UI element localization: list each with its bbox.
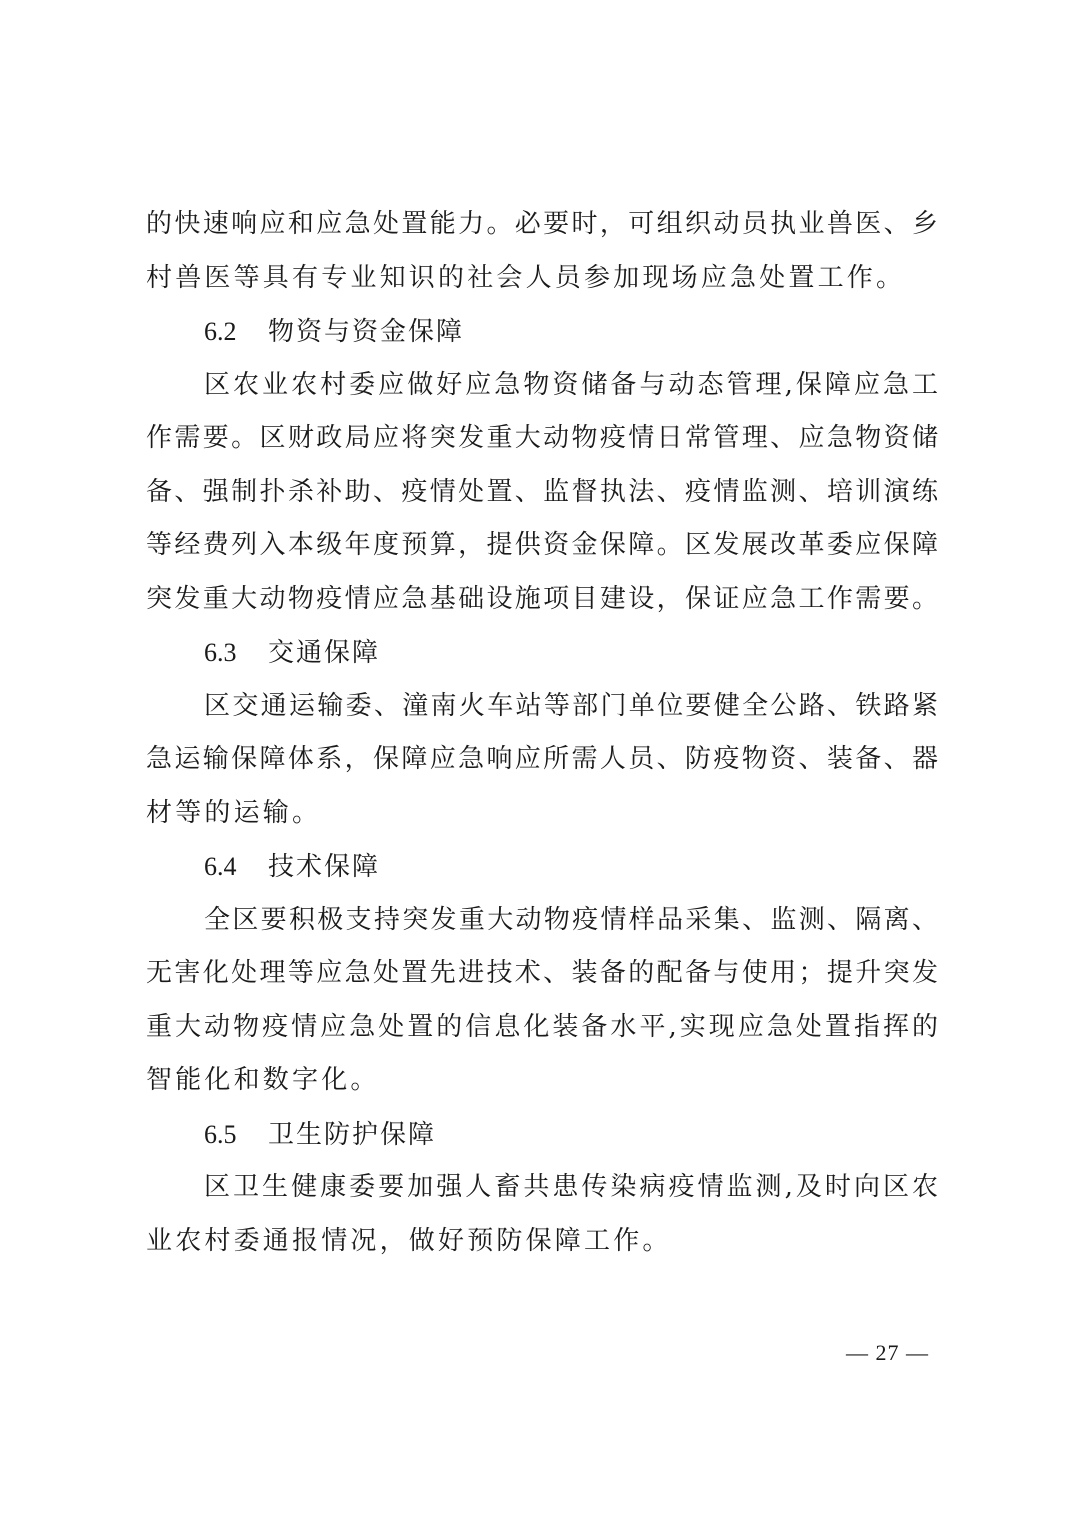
body-line: 等经费列入本级年度预算，提供资金保障。区发展改革委应保障 — [146, 530, 938, 560]
body-line: 村兽医等具有专业知识的社会人员参加现场应急处置工作。 — [146, 262, 906, 293]
section-heading-6-2 — [146, 305, 938, 359]
body-line: 全区要积极支持突发重大动物疫情样品采集、监测、隔离、 — [204, 904, 938, 935]
section-number: 6.5 — [204, 1119, 237, 1149]
body-line: 突发重大动物疫情应急基础设施项目建设，保证应急工作需要。 — [146, 583, 938, 614]
body-line: 智能化和数字化。 — [146, 1065, 380, 1095]
body-line: 区农业农村委应做好应急物资储备与动态管理,保障应急工 — [204, 369, 938, 400]
body-line: 区交通运输委、潼南火车站等部门单位要健全公路、铁路紧 — [204, 690, 938, 721]
body-line: 材等的运输。 — [146, 797, 322, 828]
section-number: 6.4 — [204, 852, 237, 881]
body-line: 区卫生健康委要加强人畜共患传染病疫情监测,及时向区农 — [204, 1172, 938, 1202]
section-number: 6.3 — [204, 638, 237, 667]
section-heading-6-5 — [146, 1108, 938, 1162]
body-line: 业农村委通报情况，做好预防保障工作。 — [146, 1225, 672, 1256]
section-title: 物资与资金保障 — [268, 317, 465, 347]
section-heading-6-3 — [146, 626, 938, 680]
page-number: — 27 — — [846, 1340, 929, 1365]
section-title: 交通保障 — [268, 638, 381, 668]
body-line: 的快速响应和应急处置能力。必要时，可组织动员执业兽医、乡 — [146, 209, 938, 239]
body-line: 急运输保障体系，保障应急响应所需人员、防疫物资、装备、器 — [146, 744, 938, 774]
section-title: 卫生防护保障 — [268, 1119, 437, 1150]
section-number: 6.2 — [204, 317, 237, 346]
section-title: 技术保障 — [268, 852, 381, 882]
document-body — [146, 198, 938, 1268]
section-heading-6-4 — [146, 840, 938, 894]
body-line: 备、强制扑杀补助、疫情处置、监督执法、疫情监测、培训演练 — [146, 476, 938, 507]
body-line: 无害化处理等应急处置先进技术、装备的配备与使用；提升突发 — [146, 958, 938, 988]
body-line: 作需要。区财政局应将突发重大动物疫情日常管理、应急物资储 — [146, 423, 938, 453]
body-line: 重大动物疫情应急处置的信息化装备水平,实现应急处置指挥的 — [146, 1011, 938, 1042]
